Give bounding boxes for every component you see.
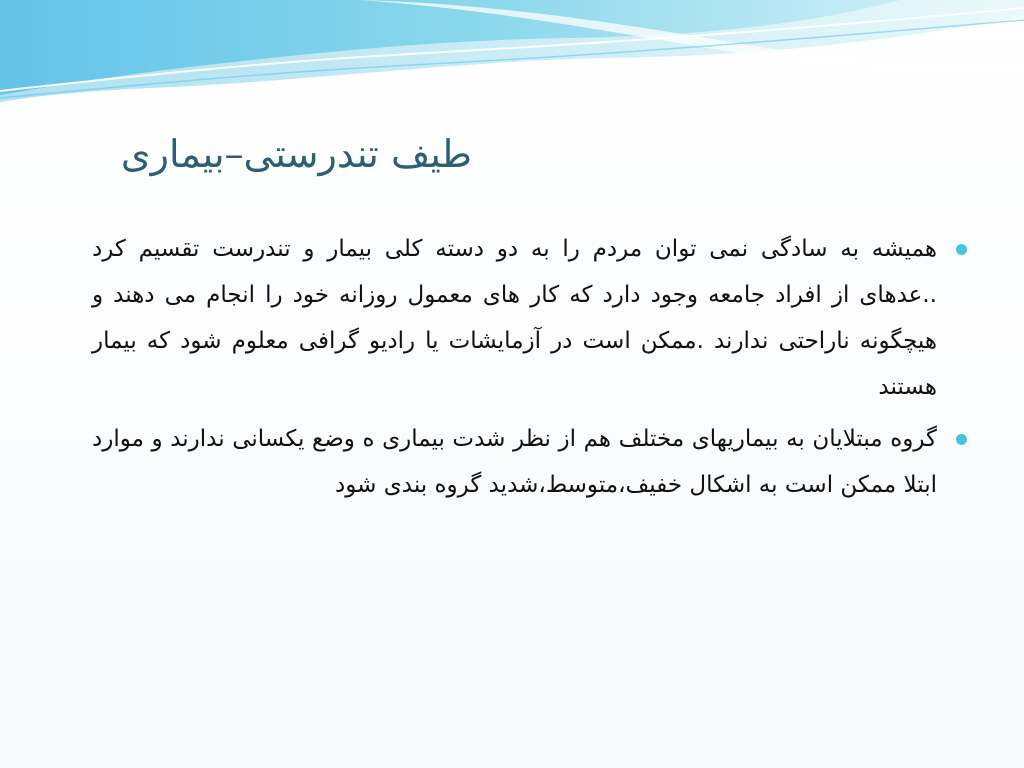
bullet-text: گروه مبتلایان به بیماریهای مختلف هم از نظر شدت بیماری ه وضع یکسانی ندارند و موارد ابتلا ممکن است به اشکال خفیف،متوسط،شدید گروه بندی شود xyxy=(92,426,937,498)
top-wave-decoration xyxy=(0,0,1024,120)
bullet-dot xyxy=(956,434,967,445)
bullet-dot xyxy=(956,244,967,255)
slide-title: طیف تندرستی–بیماری xyxy=(120,132,472,176)
bullet-text: همیشه به سادگی نمی توان مردم را به دو دسته کلی بیمار و تندرست تقسیم کرد ..عدهای از افراد جامعه وجود دارد که کار های معمول روزانه خود را انجام می دهند و هیچگونه ناراحتی ندارند .ممکن است در آزمایشات یا رادیو گرافی معلوم شود که بیمار هستند xyxy=(92,236,937,400)
bullet-item xyxy=(92,416,967,508)
bullet-item xyxy=(92,226,967,410)
bullet-list xyxy=(92,226,967,514)
